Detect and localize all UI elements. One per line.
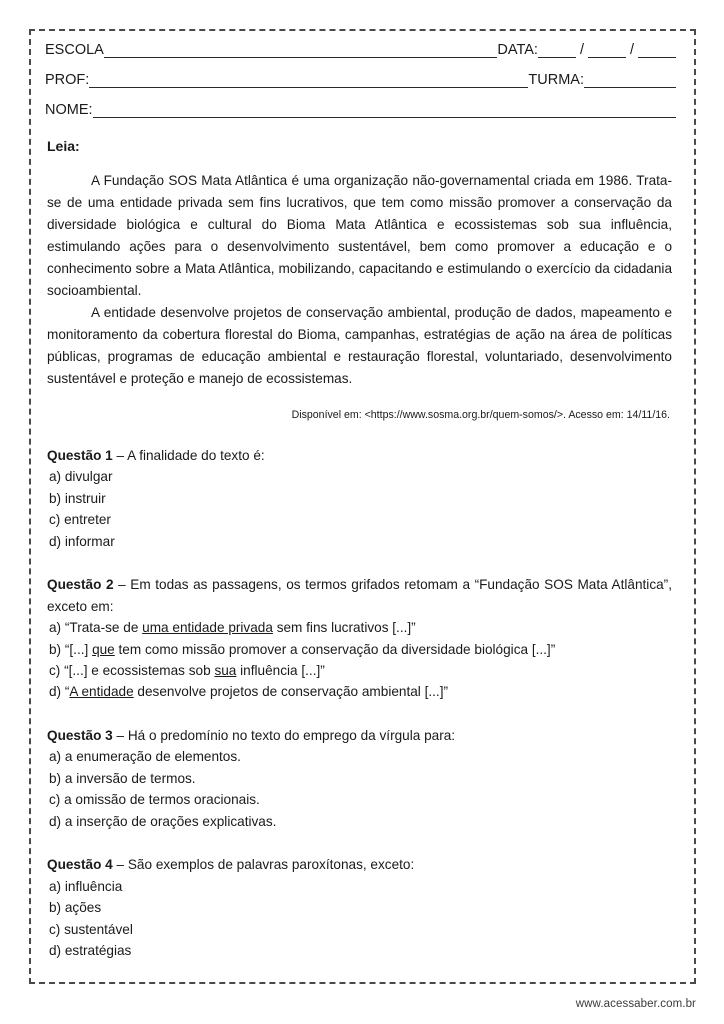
answer-option[interactable]: c) entreter <box>49 512 111 528</box>
answer-option[interactable]: a) “Trata-se de uma entidade privada sem fins lucrativos [...]” <box>49 620 416 636</box>
answer-option[interactable]: d) “A entidade desenvolve projetos de conservação ambiental [...]” <box>49 684 448 700</box>
question-prompt <box>47 574 672 617</box>
answer-option[interactable]: c) “[...] e ecossistemas sob sua influência [...]” <box>49 663 325 679</box>
answer-option[interactable]: b) instruir <box>49 490 106 506</box>
prof-label: PROF: <box>45 71 90 88</box>
question-number: Questão 1 <box>47 447 113 463</box>
data-day-input[interactable] <box>538 45 576 58</box>
reading-instruction: Leia: <box>47 137 80 154</box>
question-block <box>47 574 672 703</box>
question-text: A finalidade do texto é: <box>127 447 265 463</box>
answer-option[interactable]: d) informar <box>49 533 115 549</box>
nome-label: NOME: <box>45 101 93 118</box>
field-row-nome <box>45 103 676 120</box>
question-dash: – <box>116 857 125 873</box>
prof-input[interactable] <box>89 75 528 88</box>
reading-paragraph: A Fundação SOS Mata Atlântica é uma organização não-governamental criada em 1986. Trata-se de uma entidade privada sem fins lucrativos, que tem como missão promover a conservação da diversidade biológica e cultural do Bioma Mata Atlântica e ecossistemas sob sua influência, estimulando ações para o desenvolvimento sustentável, bem como promover a educação e o conhecimento sobre a Mata Atlântica, mobilizando, capacitando e estimulando o exercício da cidadania socioambiental. <box>47 172 672 298</box>
question-dash: – <box>116 727 125 743</box>
worksheet-sheet <box>29 29 696 984</box>
answer-option[interactable]: d) estratégias <box>49 943 132 959</box>
answer-option[interactable]: a) influência <box>49 878 123 894</box>
answer-option[interactable]: b) ações <box>49 900 102 916</box>
turma-label: TURMA: <box>528 71 584 88</box>
data-month-input[interactable] <box>588 45 626 58</box>
answer-option[interactable]: c) sustentável <box>49 921 133 937</box>
site-footer: www.acessaber.com.br <box>575 998 696 1010</box>
worksheet-content <box>31 31 694 962</box>
escola-label: ESCOLA <box>45 42 104 58</box>
question-text: Em todas as passagens, os termos grifados retomam a “Fundação SOS Mata Atlântica”, exceto em: <box>47 577 672 614</box>
question-prompt <box>47 445 672 466</box>
question-number: Questão 3 <box>47 727 113 743</box>
nome-input[interactable] <box>93 105 676 118</box>
data-year-input[interactable] <box>638 45 676 58</box>
question-number: Questão 2 <box>47 577 114 593</box>
question-number: Questão 4 <box>47 857 113 873</box>
answer-option[interactable]: b) a inversão de termos. <box>49 770 196 786</box>
answer-option[interactable]: d) a inserção de orações explicativas. <box>49 813 277 829</box>
question-text: São exemplos de palavras paroxítonas, exceto: <box>127 857 415 873</box>
field-row-escola-data <box>45 43 676 60</box>
escola-input[interactable] <box>104 45 498 58</box>
field-row-prof-turma <box>45 73 676 90</box>
question-dash: – <box>118 577 126 593</box>
answer-option[interactable]: b) “[...] que tem como missão promover a conservação da diversidade biológica [...]” <box>49 641 556 657</box>
question-block <box>47 445 672 552</box>
answer-option[interactable]: c) a omissão de termos oracionais. <box>49 792 260 808</box>
question-block <box>47 725 672 832</box>
data-label: DATA: <box>497 42 538 58</box>
turma-input[interactable] <box>584 75 676 88</box>
date-separator-1: / <box>579 42 584 58</box>
question-prompt <box>47 854 672 875</box>
reading-paragraph: A entidade desenvolve projetos de conservação ambiental, produção de dados, mapeamento e monitoramento da cobertura florestal do Bioma, campanhas, estratégias de ação na área de políticas públicas, programas de educação ambiental e restauração florestal, voluntariado, desenvolvimento sustentável e proteção e manejo de ecossistemas. <box>47 304 672 386</box>
answer-option[interactable]: a) divulgar <box>49 469 113 485</box>
question-prompt <box>47 725 672 746</box>
source-attribution: Disponível em: <https://www.sosma.org.br/quem-somos/>. Acesso em: 14/11/16. <box>291 408 670 421</box>
question-text: Há o predomínio no texto do emprego da vírgula para: <box>127 727 456 743</box>
question-block <box>47 854 672 961</box>
answer-option[interactable]: a) a enumeração de elementos. <box>49 749 241 765</box>
question-dash: – <box>116 447 125 463</box>
date-separator-2: / <box>629 42 634 58</box>
